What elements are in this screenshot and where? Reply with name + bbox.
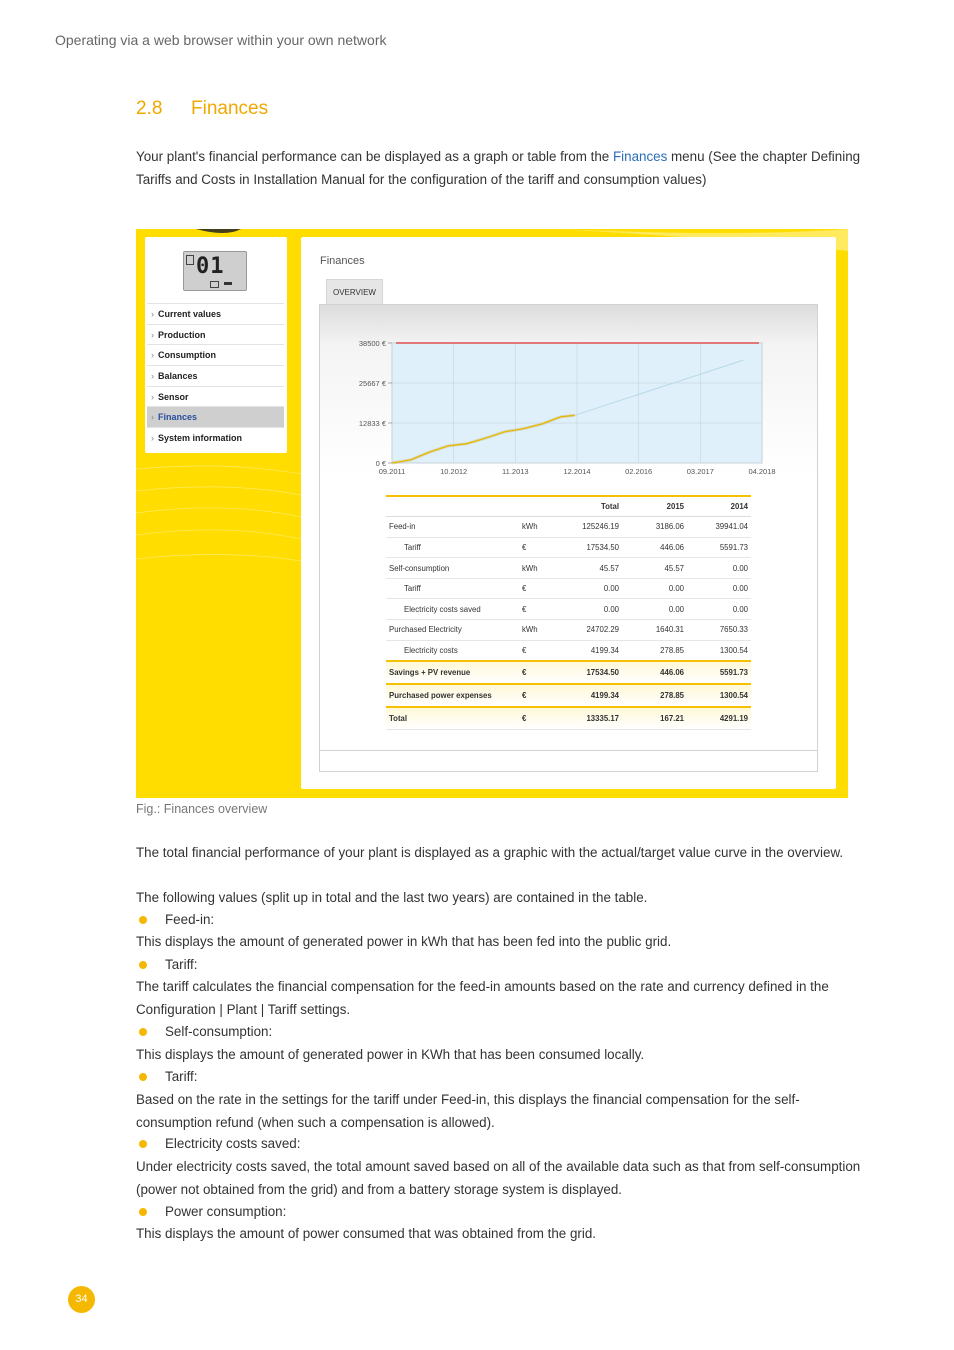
row-2015: 446.06 (622, 537, 687, 558)
row-2015: 0.00 (622, 578, 687, 599)
intro-paragraph (136, 146, 866, 191)
row-total: 24702.29 (566, 620, 622, 641)
page-number: 34 (68, 1286, 95, 1313)
row-2014: 0.00 (687, 599, 751, 620)
table-header (386, 496, 519, 517)
section-title (136, 98, 268, 120)
row-label: Purchased power expenses (386, 684, 519, 707)
content-area (301, 237, 836, 789)
sidebar-item-finances[interactable]: › Finances (147, 406, 284, 427)
row-total: 0.00 (566, 599, 622, 620)
table-row (386, 620, 751, 641)
row-total: 13335.17 (566, 707, 622, 730)
row-unit: € (519, 684, 566, 707)
row-2014: 5591.73 (687, 661, 751, 684)
chevron-right-icon: › (151, 412, 154, 423)
device-display-icon (183, 251, 247, 291)
chevron-right-icon: › (151, 433, 154, 444)
row-total: 4199.34 (566, 640, 622, 661)
figure-caption: Fig.: Finances overview (136, 802, 268, 816)
lcd-indicator (186, 255, 194, 265)
intro-text: Your plant's financial performance can be displayed as a graph or table from the (136, 149, 613, 164)
finances-screenshot (136, 229, 848, 798)
row-2014: 39941.04 (687, 517, 751, 538)
row-2015: 45.57 (622, 558, 687, 579)
table-header (519, 496, 566, 517)
bullet-description: Under electricity costs saved, the total amount saved based on all of the available data such as that from self-consumption (power not obtained from the grid) and from a battery storage system is displayed. (136, 1159, 861, 1197)
row-label: Self-consumption (386, 558, 519, 579)
bullet-term: Tariff: (165, 1069, 198, 1084)
chevron-right-icon: › (151, 309, 154, 319)
x-tick-label: 02.2016 (625, 467, 653, 476)
row-label: Tariff (386, 537, 519, 558)
row-2014: 1300.54 (687, 684, 751, 707)
lcd-digits: 01 (196, 254, 225, 279)
battery-icon (210, 281, 219, 288)
table-header: Total (566, 496, 622, 517)
signal-icon (224, 282, 232, 285)
panel-footer (320, 750, 817, 751)
table-header: 2014 (687, 496, 751, 517)
section-number: 2.8 (136, 98, 163, 119)
row-2014: 7650.33 (687, 620, 751, 641)
table-row (386, 640, 751, 661)
row-total: 4199.34 (566, 684, 622, 707)
row-2015: 0.00 (622, 599, 687, 620)
sidebar-item-sensor[interactable]: › Sensor (147, 386, 284, 407)
chevron-right-icon: › (151, 329, 154, 340)
sidebar-item-current-values[interactable]: › Current values (147, 303, 284, 324)
overview-panel (319, 304, 818, 772)
row-unit: € (519, 640, 566, 661)
table-header: 2015 (622, 496, 687, 517)
row-2015: 278.85 (622, 640, 687, 661)
sidebar-menu (147, 303, 284, 448)
row-2014: 0.00 (687, 558, 751, 579)
sidebar-item-consumption[interactable]: › Consumption (147, 344, 284, 365)
x-tick-label: 03.2017 (686, 467, 714, 476)
section-heading: Finances (191, 98, 269, 119)
row-label: Purchased Electricity (386, 620, 519, 641)
table-row (386, 517, 751, 538)
table-row (386, 578, 751, 599)
row-2015: 278.85 (622, 684, 687, 707)
x-tick-label: 12.2014 (563, 467, 591, 476)
bullet-icon (139, 1073, 147, 1081)
running-header: Operating via a web browser within your own network (55, 32, 387, 48)
row-unit: € (519, 537, 566, 558)
row-label: Electricity costs (386, 640, 519, 661)
intro-text-after: menu (See the chapter Defining Tariffs and Costs in Installation Manual for the configuration of the tariff and consumption values) (136, 149, 861, 187)
x-tick-label: 11.2013 (502, 467, 529, 476)
row-label: Tariff (386, 578, 519, 599)
y-tick-label: 12833 € (358, 419, 386, 429)
row-2014: 5591.73 (687, 537, 751, 558)
row-2015: 1640.31 (622, 620, 687, 641)
row-2015: 446.06 (622, 661, 687, 684)
table-row (386, 537, 751, 558)
bullet-term: Tariff: (165, 957, 198, 972)
tab-overview[interactable]: OVERVIEW (326, 279, 383, 304)
x-tick-label: 10.2012 (440, 467, 468, 476)
y-tick-label: 38500 € (358, 339, 386, 348)
row-total: 45.57 (566, 558, 622, 579)
summary-row (386, 661, 751, 684)
table-header-row (386, 496, 751, 517)
x-tick-label: 09.2011 (378, 467, 406, 476)
row-2014: 1300.54 (687, 640, 751, 661)
row-unit: € (519, 707, 566, 730)
row-label: Savings + PV revenue (386, 661, 519, 684)
y-tick-label: 25667 € (358, 378, 386, 388)
bullet-term: Electricity costs saved: (165, 1136, 301, 1151)
row-unit: € (519, 661, 566, 684)
finance-table (386, 495, 751, 730)
sidebar-item-system-information[interactable]: › System information (147, 427, 284, 448)
bullet-icon (139, 961, 147, 969)
summary-row (386, 684, 751, 707)
row-2015: 167.21 (622, 707, 687, 730)
row-2015: 3186.06 (622, 517, 687, 538)
bullet-icon (139, 1028, 147, 1036)
finance-chart (320, 305, 819, 495)
bullet-description: Based on the rate in the settings for the tariff under Feed-in, this displays the financial compensation for the self-consumption refund (when such a compensation is allowed). (136, 1092, 800, 1130)
summary-row (386, 707, 751, 730)
body-paragraph: The total financial performance of your plant is displayed as a graphic with the actual/target value curve in the overview. (136, 845, 844, 860)
row-total: 17534.50 (566, 661, 622, 684)
row-unit: € (519, 578, 566, 599)
body-paragraph: The following values (split up in total and the last two years) are contained in the table. (136, 890, 648, 905)
row-unit: kWh (519, 620, 566, 641)
bullet-description: The tariff calculates the financial compensation for the feed-in amounts based on the rate and currency defined in the Configuration | Plant | Tariff settings. (136, 979, 829, 1017)
row-total: 125246.19 (566, 517, 622, 538)
bullet-description: This displays the amount of power consumed that was obtained from the grid. (136, 1226, 596, 1241)
chevron-right-icon: › (151, 391, 154, 402)
table-row (386, 599, 751, 620)
bullet-term: Power consumption: (165, 1204, 287, 1219)
y-tick-label: 0 € (375, 459, 386, 468)
sidebar (145, 237, 287, 453)
bullet-icon (139, 1208, 147, 1216)
row-2014: 4291.19 (687, 707, 751, 730)
sidebar-item-balances[interactable]: › Balances (147, 365, 284, 386)
chevron-right-icon: › (151, 350, 154, 361)
bullet-description: This displays the amount of generated power in kWh that has been fed into the public grid. (136, 934, 672, 949)
bullet-icon (139, 916, 147, 924)
bullet-term: Self-consumption: (165, 1024, 273, 1039)
row-label: Total (386, 707, 519, 730)
row-label: Electricity costs saved (386, 599, 519, 620)
bullet-icon (139, 1140, 147, 1148)
bullet-term: Feed-in: (165, 912, 215, 927)
bullet-description: This displays the amount of generated power in KWh that has been consumed locally. (136, 1047, 645, 1062)
row-total: 0.00 (566, 578, 622, 599)
page-title: Finances (320, 255, 365, 267)
table-row (386, 558, 751, 579)
row-label: Feed-in (386, 517, 519, 538)
row-unit: € (519, 599, 566, 620)
x-tick-label: 04.2018 (748, 467, 776, 476)
chevron-right-icon: › (151, 371, 154, 382)
row-2014: 0.00 (687, 578, 751, 599)
sidebar-item-production[interactable]: › Production (147, 324, 284, 345)
row-total: 17534.50 (566, 537, 622, 558)
row-unit: kWh (519, 517, 566, 538)
row-unit: kWh (519, 558, 566, 579)
finances-link[interactable]: Finances (612, 149, 668, 164)
